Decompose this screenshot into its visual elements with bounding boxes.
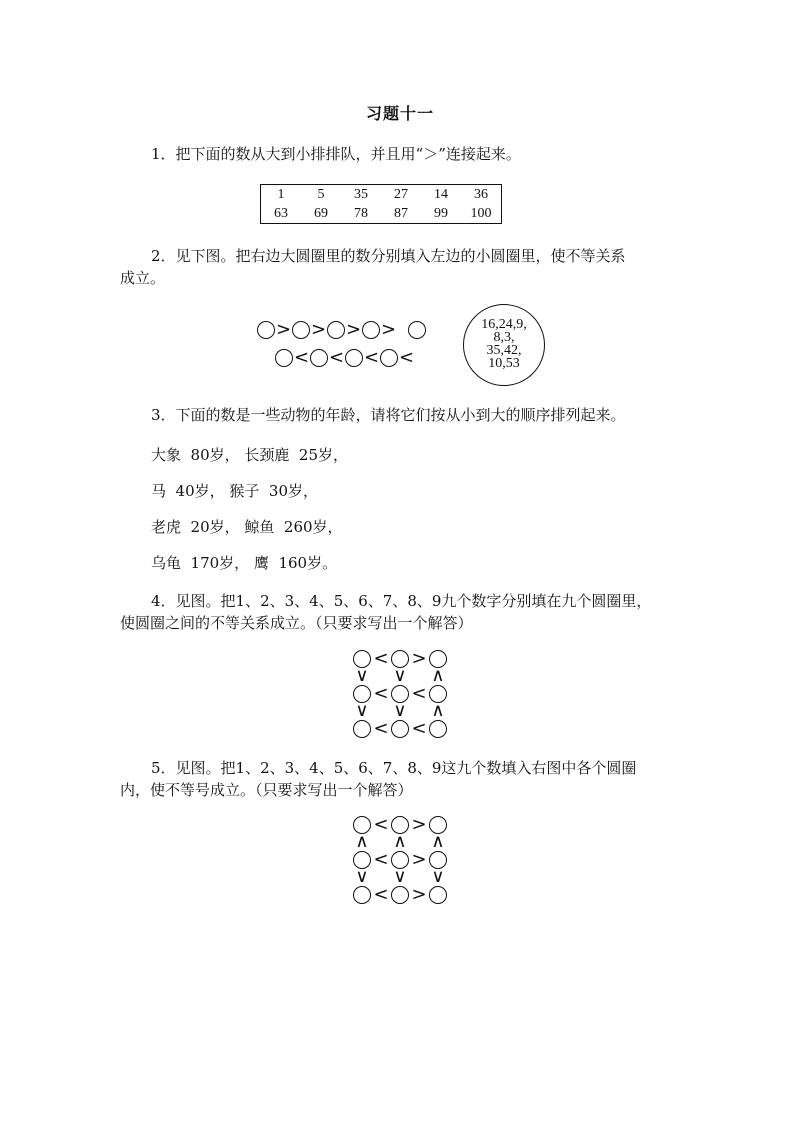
less-than-sign: < <box>329 347 345 368</box>
table-cell: 14 <box>434 186 448 202</box>
blank-circle[interactable] <box>391 886 409 904</box>
inequality-sign: ∧ <box>431 665 445 686</box>
inequality-sign: ∨ <box>431 866 445 887</box>
pool-line: 16,24,9, <box>481 317 527 332</box>
number-table <box>260 184 502 224</box>
table-row <box>261 204 502 224</box>
pool-line: 8,3, <box>493 330 515 345</box>
inequality-sign: < <box>411 718 427 739</box>
inequality-sign: < <box>373 884 389 905</box>
table-cell: 78 <box>354 205 368 221</box>
inequality-sign: ∧ <box>393 831 407 852</box>
inequality-sign: < <box>373 814 389 835</box>
table-cell: 100 <box>470 205 492 221</box>
question-3-text: 3．下面的数是一些动物的年龄，请将它们按从小到大的顺序排列起来。 <box>151 406 626 424</box>
blank-circle[interactable] <box>345 349 363 367</box>
inequality-sign: < <box>373 718 389 739</box>
question-2-text-line1: 2．见下图。把右边大圆圈里的数分别填入左边的小圆圈里，使不等关系 <box>151 247 626 265</box>
circle-grid-5 <box>353 816 453 906</box>
inequality-sign: < <box>411 683 427 704</box>
inequality-sign: ∧ <box>355 831 369 852</box>
animal-age-line: 乌龟 170岁， 鹰 160岁。 <box>151 554 338 572</box>
blank-circle[interactable] <box>353 720 371 738</box>
inequality-sign: ∨ <box>393 665 407 686</box>
blank-circle[interactable] <box>429 720 447 738</box>
table-cell: 99 <box>434 205 448 221</box>
greater-than-sign: > <box>276 319 292 340</box>
greater-than-sign: > <box>311 319 327 340</box>
inequality-sign: ∨ <box>355 665 369 686</box>
table-cell: 63 <box>274 205 288 221</box>
table-row <box>261 185 502 205</box>
inequality-sign: ∨ <box>393 866 407 887</box>
blank-circle[interactable] <box>310 349 328 367</box>
less-than-sign: < <box>399 347 415 368</box>
greater-than-sign: > <box>381 319 397 340</box>
question-5-text-line1: 5．见图。把1、2、3、4、5、6、7、8、9这九个数填入右图中各个圆圈 <box>151 759 637 777</box>
question-1-text: 1．把下面的数从大到小排排队，并且用“＞”连接起来。 <box>151 145 521 163</box>
inequality-sign: ∧ <box>431 700 445 721</box>
question-4-text-line1: 4．见图。把1、2、3、4、5、6、7、8、9九个数字分别填在九个圆圈里， <box>151 592 652 610</box>
table-cell: 69 <box>314 205 328 221</box>
inequality-sign: ∨ <box>355 700 369 721</box>
inequality-sign: < <box>373 648 389 669</box>
table-cell: 1 <box>277 186 285 202</box>
blank-circle[interactable] <box>257 321 275 339</box>
table-cell: 5 <box>317 186 325 202</box>
question-4-text-line2: 使圆圈之间的不等关系成立。（只要求写出一个解答） <box>120 614 473 632</box>
inequality-sign: > <box>411 648 427 669</box>
animal-age-line: 马 40岁， 猴子 30岁， <box>151 482 319 500</box>
less-than-sign: < <box>364 347 380 368</box>
animal-age-line: 老虎 20岁， 鲸鱼 260岁， <box>151 518 343 536</box>
inequality-sign: > <box>411 884 427 905</box>
pool-line: 10,53 <box>488 356 520 371</box>
circle-grid-4 <box>353 650 453 740</box>
animal-age-line: 大象 80岁， 长颈鹿 25岁， <box>151 446 349 464</box>
table-cell: 87 <box>394 205 408 221</box>
blank-circle[interactable] <box>362 321 380 339</box>
table-cell: 27 <box>394 186 408 202</box>
blank-circle[interactable] <box>292 321 310 339</box>
table-cell: 36 <box>474 186 488 202</box>
less-than-sign: < <box>294 347 310 368</box>
table-cell: 35 <box>354 186 368 202</box>
inequality-sign: > <box>411 849 427 870</box>
page-title: 习题十一 <box>365 104 434 123</box>
blank-circle[interactable] <box>408 321 426 339</box>
blank-circle[interactable] <box>275 349 293 367</box>
inequality-sign: ∨ <box>355 866 369 887</box>
question-5-text-line2: 内，使不等号成立。（只要求写出一个解答） <box>120 781 413 799</box>
inequality-sign: < <box>373 849 389 870</box>
inequality-sign: < <box>373 683 389 704</box>
greater-than-sign: > <box>346 319 362 340</box>
blank-circle[interactable] <box>380 349 398 367</box>
blank-circle[interactable] <box>391 720 409 738</box>
inequality-sign: > <box>411 814 427 835</box>
question-2-text-line2: 成立。 <box>120 269 166 287</box>
inequality-sign: ∨ <box>393 700 407 721</box>
blank-circle[interactable] <box>327 321 345 339</box>
pool-line: 35,42, <box>486 343 522 358</box>
blank-circle[interactable] <box>353 886 371 904</box>
blank-circle[interactable] <box>429 886 447 904</box>
number-pool <box>463 318 545 370</box>
inequality-sign: ∧ <box>431 831 445 852</box>
